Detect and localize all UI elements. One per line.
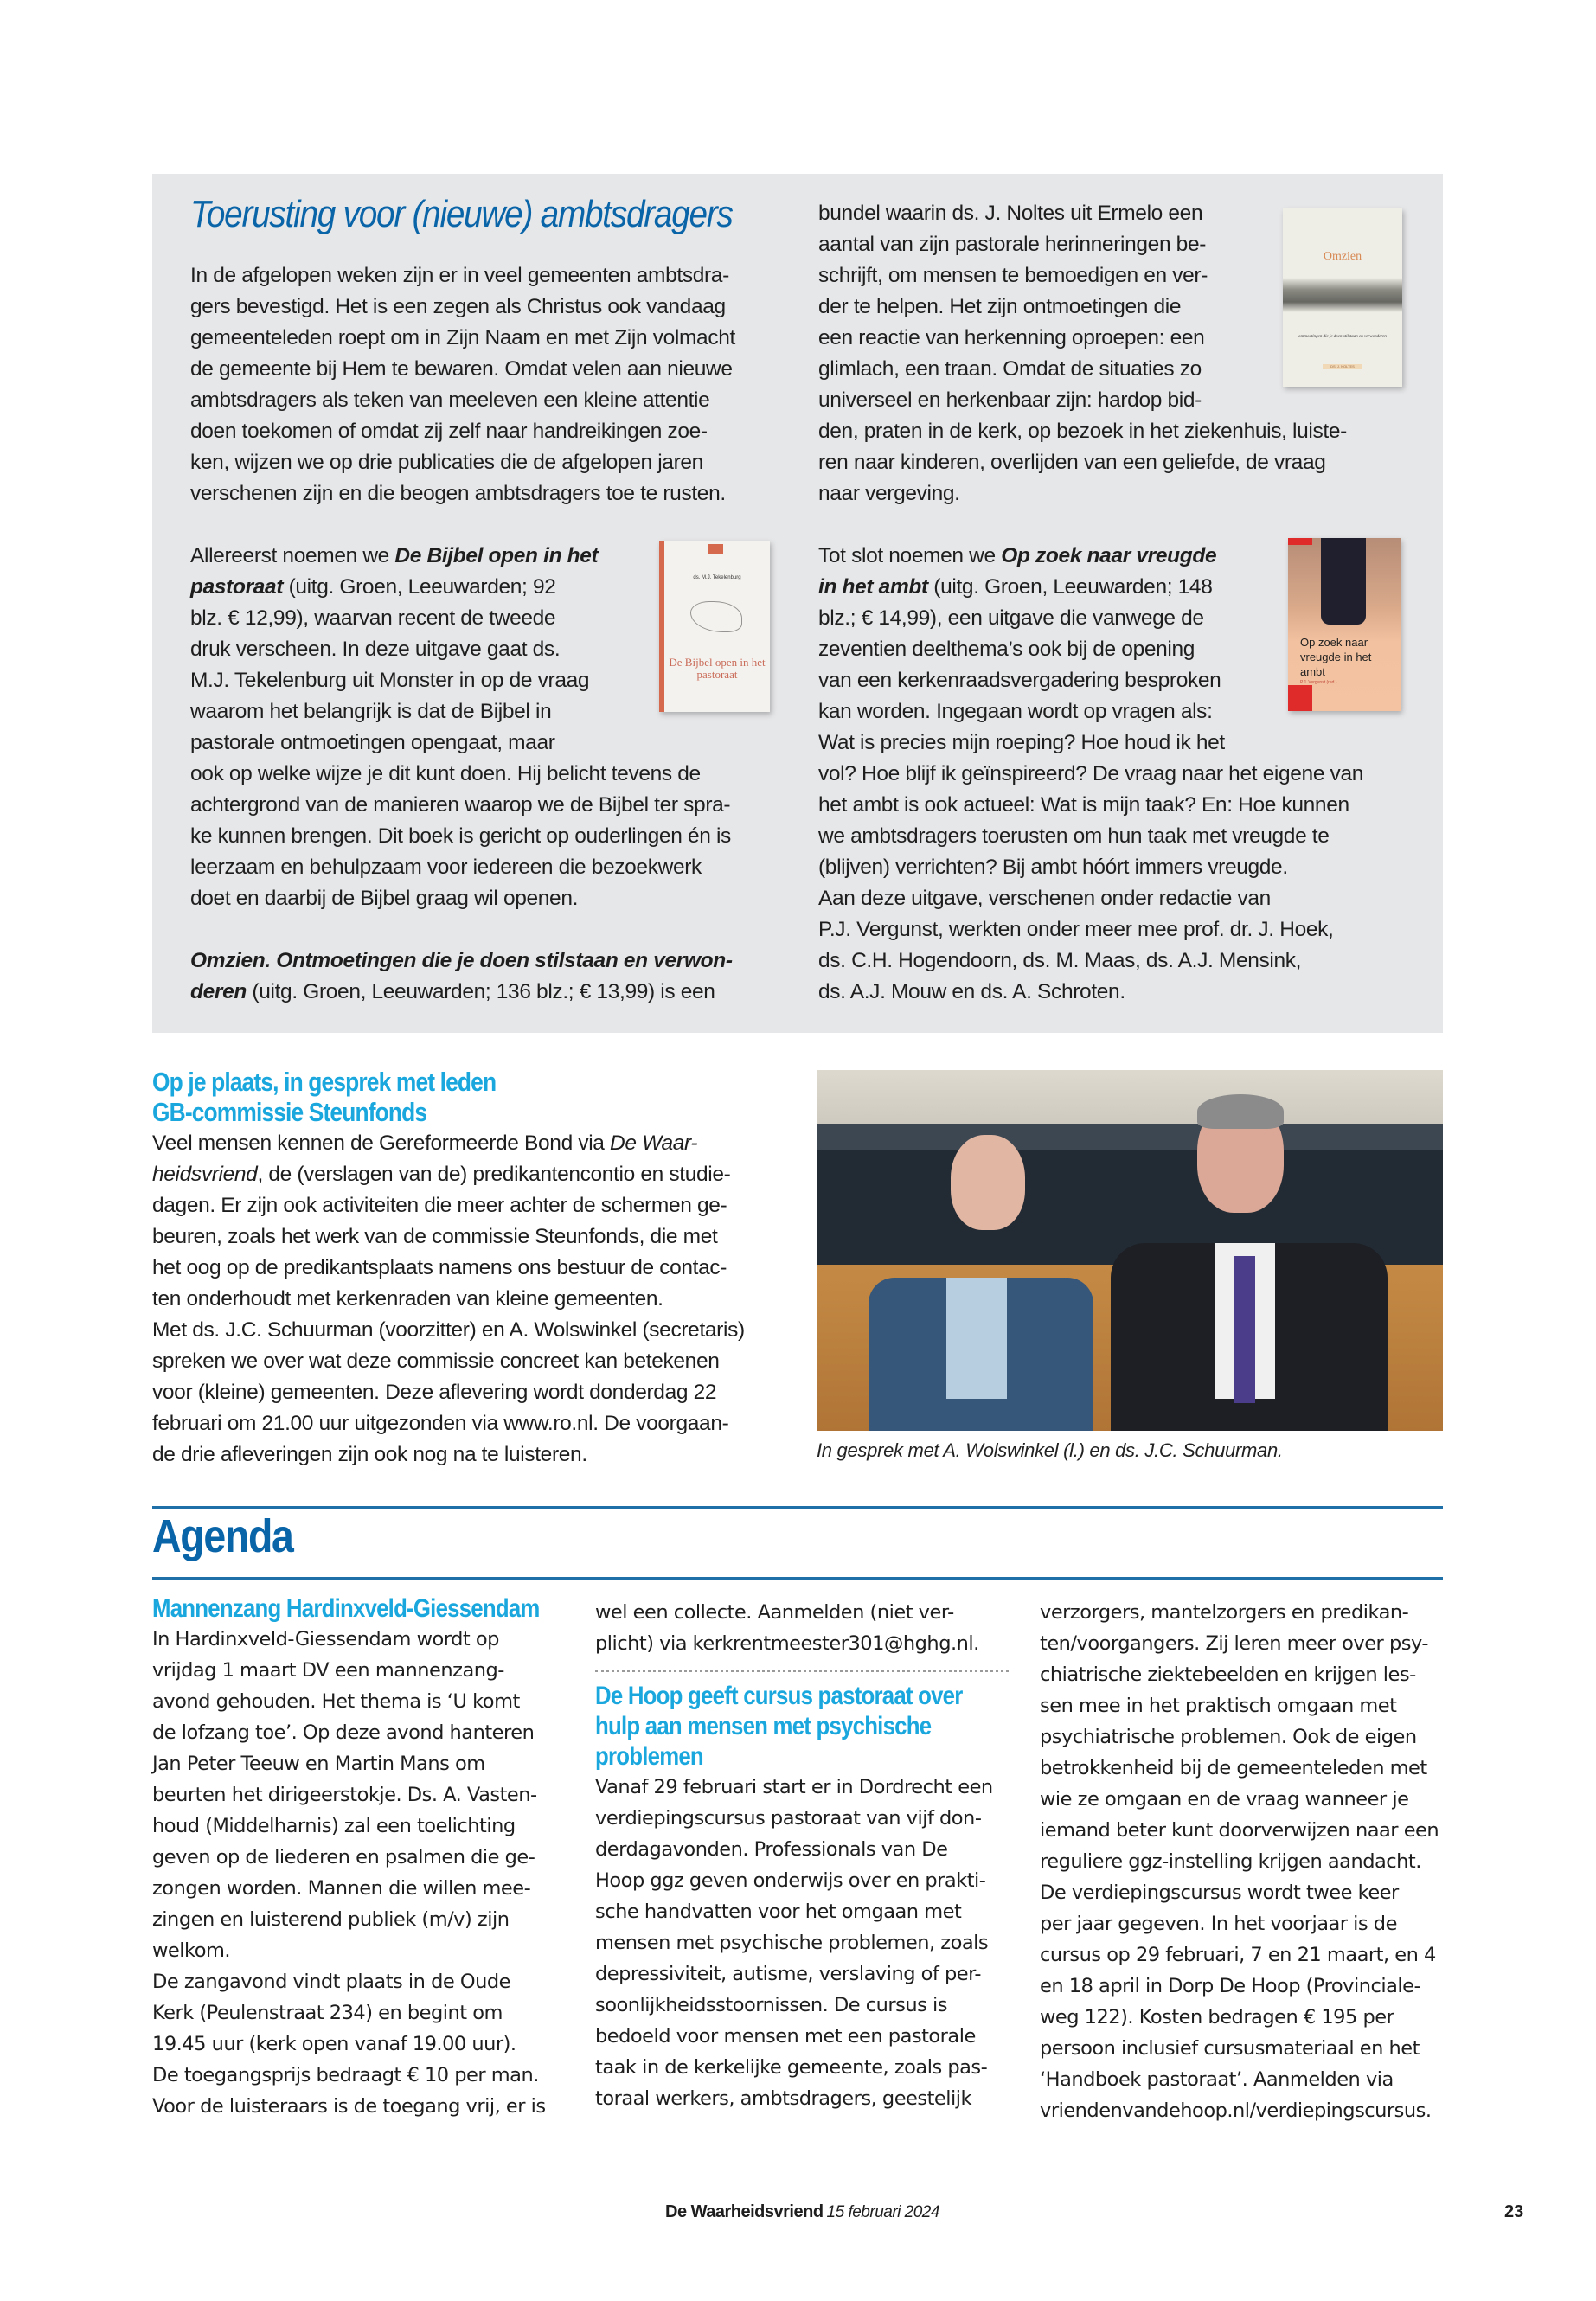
book-cover-omzien: Omzien ontmoetingen die je doen stilstaan en verwonderen DS. J. NOLTES — [1283, 208, 1402, 387]
agenda-item-title: Mannenzang Hardinxveld-Giessendam — [152, 1594, 540, 1623]
feature-title: Toerusting voor (nieuwe) ambtsdragers — [190, 193, 733, 235]
feature-box — [152, 174, 1443, 1033]
publisher-suitcase-logo-icon — [1288, 685, 1312, 711]
book3-title: Op zoek naar vreugde — [1001, 544, 1217, 567]
photo-caption: In gesprek met A. Wolswinkel (l.) en ds. J.C. Schuurman. — [817, 1439, 1283, 1461]
book-cover-op-zoek-naar-vreugde: Op zoek naar vreugde in het ambt P.J. Vergunst (red.) — [1288, 538, 1401, 711]
footer-date: 15 februari 2024 — [826, 2203, 939, 2221]
agenda-item-title: De Hoop geeft cursus pastoraat over hulp aan mensen met psychische problemen — [595, 1682, 963, 1771]
sheep-illustration-icon — [1283, 278, 1402, 312]
steunfonds-title: Op je plaats, in gesprek met leden GB-commissie Steunfonds — [152, 1067, 497, 1127]
dotted-separator — [595, 1670, 1009, 1672]
agenda-title: Agenda — [152, 1510, 293, 1562]
agenda-column-1: Mannenzang Hardinxveld-Giessendam In Hardinxveld-Giessendam wordt op vrijdag 1 maart DV een mannenzang- avond gehouden. Het thema is ‘U komt de lofzang toe’. Op deze avond hanteren Jan Peter Teeuw en Martin Mans om beurten het dirigeerstokje. Ds. A. Vasten- houd (Middelharnis) zal een toelichting geven op de liederen en psalmen die ge- zongen worden. Mannen die willen mee- zingen en luisterend publiek (m/v) zijn welkom. De zangavond vindt plaats in de Oude Kerk (Peulenstraat 234) en begint om 19.45 uur (kerk open vanaf 19.00 uur). De toegangsprijs bedraagt € 10 per man. Voor de luisteraars is de toegang vrij, er is — [152, 1594, 546, 2118]
agenda-column-3: verzorgers, mantelzorgers en predikan- ten/voorgangers. Zij leren meer over psy- chiatrische ziektebeelden en krijgen les- sen mee in het praktisch omgaan met psychiatrische problemen. Ook de eigen betrokkenheid bij de gemeenteleden met wie ze omgaan en de vraag wanneer je iemand beter kunt doorverwijzen naar een reguliere ggz-instelling krijgen aandacht. De verdiepingscursus wordt twee keer per jaar gegeven. In het voorjaar is de cursus op 29 februari, 7 en 21 maart, en 4 en 18 april in Dorp De Hoop (Provinciale- weg 122). Kosten bedragen € 195 per persoon inclusief cursusmateriaal en het ‘Handboek pastoraat’. Aanmelden via vriendenvandehoop.nl/verdiepingscursus. — [1040, 1601, 1439, 2122]
feature-intro: In de afgelopen weken zijn er in veel gemeenten ambtsdra- gers bevestigd. Het is een zegen als Christus ook vandaag gemeenteleden roept om in Zijn Naam en met Zijn volmacht de gemeente bij Hem te bewaren. Omdat velen aan nieuwe ambtsdragers als teken van meeleven een kleine attentie doen toekomen of omdat zij zelf naar handreikingen zoe- ken, wijzen we op drie publicaties die de afgelopen jaren verschenen zijn en die beogen ambtsdragers toe te rusten. — [190, 264, 735, 505]
publisher-logo-icon — [708, 544, 723, 554]
book2-review-continued: bundel waarin ds. J. Noltes uit Ermelo een aantal van zijn pastorale herinneringen be- schrijft, om mensen te bemoedigen en ver- der te helpen. Het zijn ontmoetingen die een reactie van herkenning oproepen: een glimlach, een traan. Omdat de situaties zo universeel en herkenbaar zijn: hardop bid- den, praten in de kerk, op bezoek in het ziekenhuis, luiste- ren naar kinderen, overlijden van een geliefde, de vraag naar vergeving. — [818, 202, 1347, 505]
agenda-column-2: wel een collecte. Aanmelden (niet ver- plicht) via kerkrentmeester301@hghg.nl. De Hoop geeft cursus pastoraat over hulp aan mensen met psychische problemen Vanaf 29 februari start er in Dordrecht een verdiepingscursus pastoraat van vijf don- derdagavonden. Professionals van De Hoop ggz geven onderwijs over en prakti- sche handvatten voor het omgaan met mensen met psychische problemen, zoals depressiviteit, autisme, verslaving of per- soonlijkheidsstoornissen. De cursus is bedoeld voor mensen met een pastorale taak in de kerkelijke gemeente, zoals pas- toraal werkers, ambtsdragers, geestelijk — [595, 1597, 1009, 2114]
book2-title: Omzien. Ontmoetingen die je doen stilstaan en verwon- — [190, 949, 733, 972]
steunfonds-body: Veel mensen kennen de Gereformeerde Bond via De Waar- heidsvriend, de (verslagen van de) predikantencontio en studie- dagen. Er zijn ook activiteiten die meer achter de schermen ge- beuren, zoals het werk van de commissie Steunfonds, die met het oog op de predikantsplaats namens ons bestuur de contac- ten onderhoudt met kerkenraden van kleine gemeenten. Met ds. J.C. Schuurman (voorzitter) en A. Wolswinkel (secretaris) spreken we over wat deze commissie concreet kan betekenen voor (kleine) gemeenten. Deze aflevering wordt donderdag 22 februari om 21.00 uur uitgezonden via www.ro.nl. De voorgaan- de drie afleveringen zijn ook nog na te luisteren. — [152, 1131, 745, 1466]
footer-publication: De Waarheidsvriend 15 februari 2024 — [665, 2202, 939, 2221]
page-number: 23 — [1504, 2202, 1524, 2221]
legs-photo-icon — [1321, 538, 1366, 625]
agenda-top-rule — [152, 1506, 1443, 1509]
book3-review: Tot slot noemen we Op zoek naar vreugde in het ambt (uitg. Groen, Leeuwarden; 148 blz.; € 14,99), een uitgave die vanwege de zeventien deelthema’s ook bij de opening van een kerkenraadsvergadering besproken kan worden. Ingegaan wordt op vragen als: Wat is precies mijn roeping? Hoe houd ik het vol? Hoe blijf ik geïnspireerd? De vraag naar het eigene van het ambt is ook actueel: Wat is mijn taak? En: Hoe kunnen we ambtsdragers toerusten om hun taak met vreugde te (blijven) verrichten? Bij ambt hóórt immers vreugde. Aan deze uitgave, verschenen onder redactie van P.J. Vergunst, werkten onder meer mee prof. dr. J. Hoek, ds. C.H. Hogendoorn, ds. M. Maas, ds. A.J. Mensink, ds. A.J. Mouw en ds. A. Schroten. — [818, 544, 1364, 1003]
book2-review-start: Omzien. Ontmoetingen die je doen stilstaan en verwon- deren (uitg. Groen, Leeuwarden; 136 blz.; € 13,99) is een — [190, 945, 796, 1008]
agenda-bottom-rule — [152, 1577, 1443, 1580]
interview-photo — [817, 1070, 1443, 1431]
book1-title: De Bijbel open in het — [394, 544, 599, 567]
hands-book-line-drawing-icon — [690, 601, 742, 632]
book-cover-bijbel-open: ds. M.J. Tekelenburg De Bijbel open in het pastoraat — [659, 541, 770, 712]
book1-review: Allereerst noemen we De Bijbel open in het pastoraat (uitg. Groen, Leeuwarden; 92 blz. € 12,99), waarvan recent de tweede druk verscheen. In deze uitgave gaat ds. M.J. Tekelenburg uit Monster in op de vraag waarom het belangrijk is dat de Bijbel in pastorale ontmoetingen opengaat, maar ook op welke wijze je dit kunt doen. Hij belicht tevens de achtergrond van de manieren waarop we de Bijbel ter spra- ke kunnen brengen. Dit boek is gericht op ouderlingen én is leerzaam en behulpzaam voor iedereen die bezoekwerk doet en daarbij de Bijbel graag wil openen. — [190, 544, 731, 910]
